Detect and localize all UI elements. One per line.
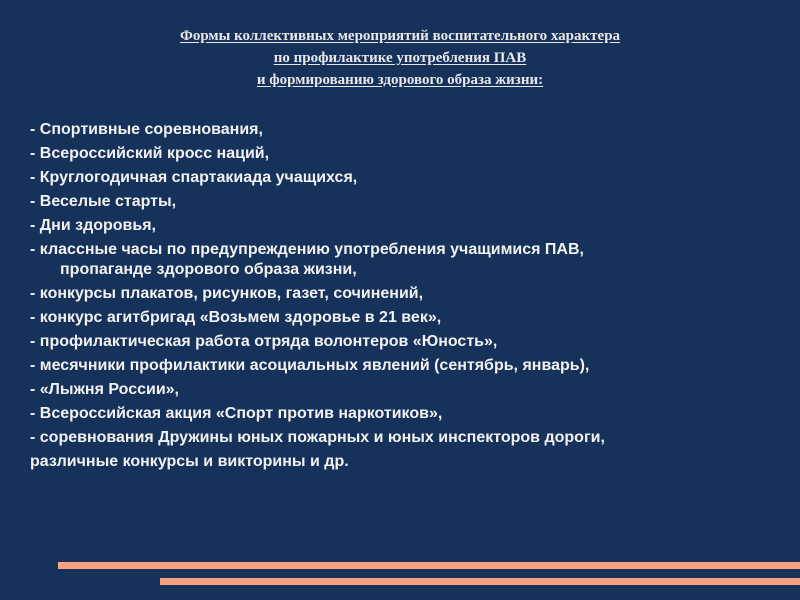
list-item: различные конкурсы и викторины и др. [30,453,349,470]
list-item: - Всероссийская акция «Спорт против наркотиков», [30,405,443,422]
title-line-3: и формированию здорового образа жизни: [256,72,544,88]
slide-title [60,25,740,91]
title-line-2: по профилактике употребления ПАВ [273,50,527,66]
list-item: - Спортивные соревнования, [30,121,263,138]
list-item: - соревнования Дружины юных пожарных и юных инспекторов дороги, [30,429,605,446]
list-item-continuation: пропаганде здорового образа жизни, [60,261,357,278]
list-item: - Круглогодичная спартакиада учащихся, [30,169,358,186]
events-list [30,118,790,474]
list-item: - месячники профилактики асоциальных явлений (сентябрь, январь), [30,357,590,374]
list-item: - классные часы по предупреждению употребления учащимися ПАВ, [30,241,584,258]
list-item: - Дни здоровья, [30,217,156,234]
list-item: - конкурсы плакатов, рисунков, газет, сочинений, [30,285,424,302]
list-item: - Всероссийский кросс наций, [30,145,270,162]
decorative-bar-top [58,562,800,569]
list-item: - «Лыжня России», [30,381,179,398]
list-item: - Веселые старты, [30,193,177,210]
list-item: - профилактическая работа отряда волонтеров «Юность», [30,333,498,350]
decorative-bar-bottom [160,578,800,585]
list-item: - конкурс агитбригад «Возьмем здоровье в 21 век», [30,309,442,326]
title-line-1: Формы коллективных мероприятий воспитательного характера [179,28,621,44]
